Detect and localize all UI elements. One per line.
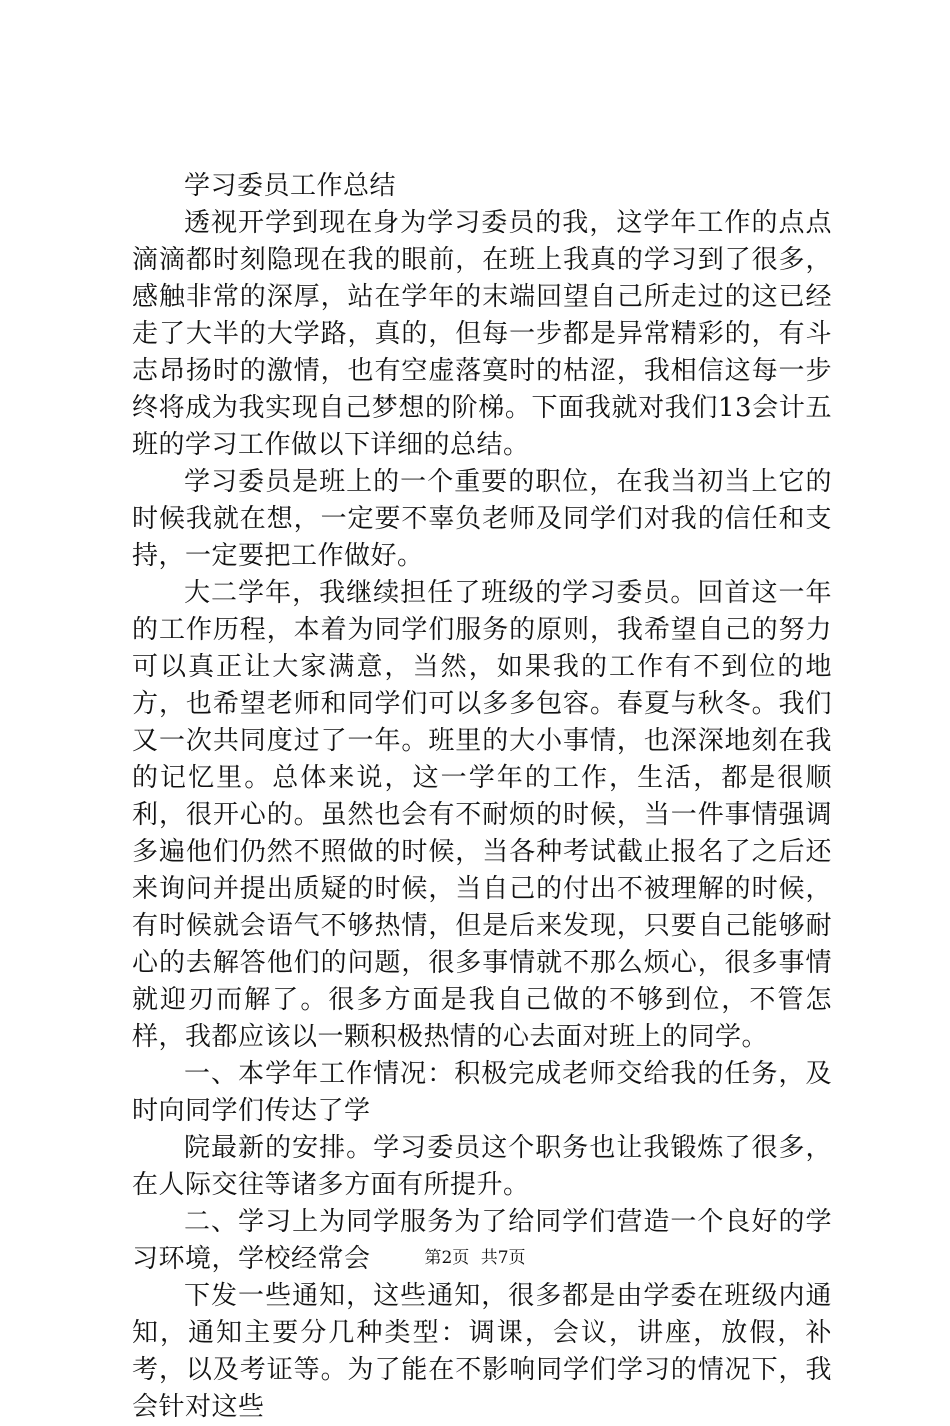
paragraph-section-one-body: 院最新的安排。学习委员这个职务也让我锻炼了很多，在人际交往等诸多方面有所提升。 xyxy=(132,1133,832,1200)
paragraph-sophomore-year: 大二学年，我继续担任了班级的学习委员。回首这一年的工作历程，本着为同学们服务的原则，我希望自己的努力可以真正让大家满意，当然，如果我的工作有不到位的地方，也希望老师和同学们可以多多包容。春夏与秋冬。我们又一次共同度过了一年。班里的大小事情，也深深地刻在我的记忆里。总体来说，这一学年的工作，生活，都是很顺利，很开心的。虽然也会有不耐烦的时候，当一件事情强调多遍他们仍然不照做的时候，当各种考试截止报名了之后还来询问并提出质疑的时候，当自己的付出不被理解的时候，有时候就会语气不够热情，但是后来发现，只要自己能够耐心的去解答他们的问题，很多事情就不那么烦心，很多事情就迎刃而解了。很多方面是我自己做的不够到位，不管怎样，我都应该以一颗积极热情的心去面对班上的同学。 xyxy=(132,578,832,1052)
page-total: 共7页 xyxy=(480,1248,526,1268)
paragraph-section-two-body: 下发一些通知，这些通知，很多都是由学委在班级内通知，通知主要分几种类型：调课，会议，讲座，放假，补考，以及考证等。为了能在不影响同学们学习的情况下，我会针对这些 xyxy=(132,1281,832,1422)
paragraph-role: 学习委员是班上的一个重要的职位，在我当初当上它的时候我就在想，一定要不辜负老师及同学们对我的信任和支持，一定要把工作做好。 xyxy=(132,467,832,571)
paragraph-section-two-heading: 二、学习上为同学服务为了给同学们营造一个良好的学习环境，学校经常会 xyxy=(132,1207,832,1274)
document-body xyxy=(132,168,832,1426)
paragraph-intro: 透视开学到现在身为学习委员的我，这学年工作的点点滴滴都时刻隐现在我的眼前，在班上我真的学习到了很多，感触非常的深厚，站在学年的末端回望自己所走过的这已经走了大半的大学路，真的，但每一步都是异常精彩的，有斗志昂扬时的激情，也有空虚落寞时的枯涩，我相信这每一步终将成为我实现自己梦想的阶梯。下面我就对我们13会计五班的学习工作做以下详细的总结。 xyxy=(132,208,832,460)
page-number: 第2页 xyxy=(424,1248,470,1268)
document-title: 学习委员工作总结 xyxy=(184,171,397,201)
paragraph-section-one-heading: 一、本学年工作情况：积极完成老师交给我的任务，及时向同学们传达了学 xyxy=(132,1059,832,1126)
page-footer xyxy=(0,1247,950,1269)
